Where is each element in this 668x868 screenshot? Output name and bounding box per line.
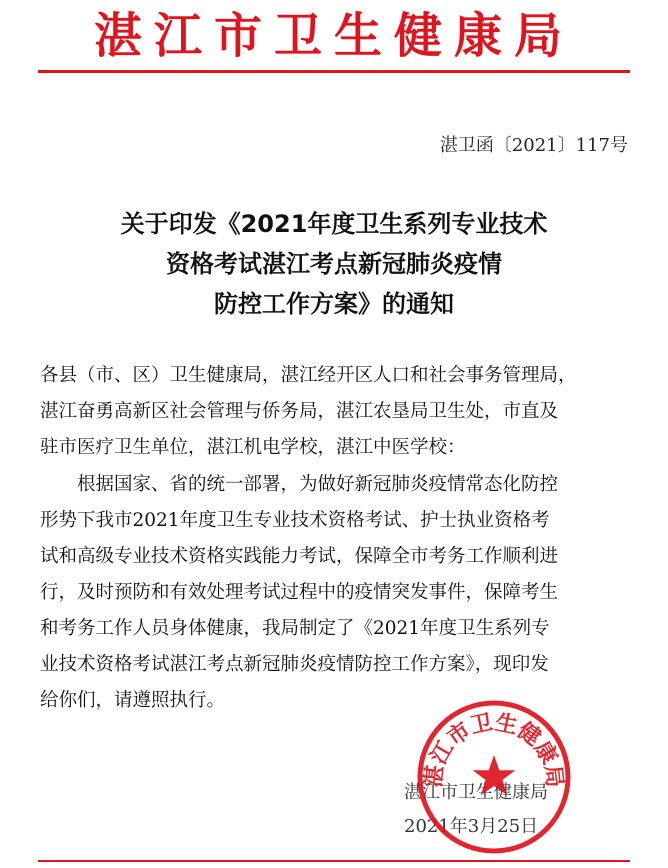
body-line: 行，及时预防和有效处理考试过程中的疫情突发事件，保障考生 <box>40 582 559 603</box>
addressee-block <box>40 358 636 466</box>
document-number: 湛卫函〔2021〕117号 <box>439 135 628 156</box>
addressee-line: 各县（市、区）卫生健康局，湛江经开区人口和社会事务管理局， <box>40 365 577 386</box>
body-line: 业技术资格考试湛江考点新冠肺炎疫情防控工作方案》，现印发 <box>40 654 549 675</box>
document-title-line: 关于印发《2021年度卫生系列专业技术 <box>120 210 548 238</box>
seal-text: 湛江市卫生健康局 <box>421 710 567 789</box>
body-line: 和考务工作人员身体健康，我局制定了《2021年度卫生系列专 <box>40 618 550 639</box>
seal-star-icon <box>473 755 516 795</box>
body-line: 试和高级专业技术资格实践能力考试，保障全市考务工作顺利进 <box>40 546 559 567</box>
official-seal-stamp <box>414 697 574 857</box>
body-line: 根据国家、省的统一部署，为做好新冠肺炎疫情常态化防控 <box>77 474 559 495</box>
document-title <box>40 204 628 324</box>
document-title-line: 防控工作方案》的通知 <box>214 290 454 318</box>
issuer-name: 湛江市卫生健康局 <box>404 782 548 803</box>
footer-red-rule <box>38 860 630 862</box>
addressee-line: 驻市医疗卫生单位，湛江机电学校，湛江中医学校： <box>40 437 466 458</box>
body-line: 形势下我市2021年度卫生专业技术资格考试、护士执业资格考 <box>40 510 550 531</box>
masthead-red-rule <box>38 70 630 73</box>
document-title-line: 资格考试湛江考点新冠肺炎疫情 <box>166 250 502 278</box>
addressee-line: 湛江奋勇高新区社会管理与侨务局，湛江农垦局卫生处，市直及 <box>40 401 559 422</box>
masthead-title: 湛江市卫生健康局 <box>93 8 574 64</box>
body-line: 给你们，请遵照执行。 <box>40 690 226 711</box>
body-paragraph <box>40 467 636 719</box>
issue-date: 2021年3月25日 <box>404 816 539 837</box>
